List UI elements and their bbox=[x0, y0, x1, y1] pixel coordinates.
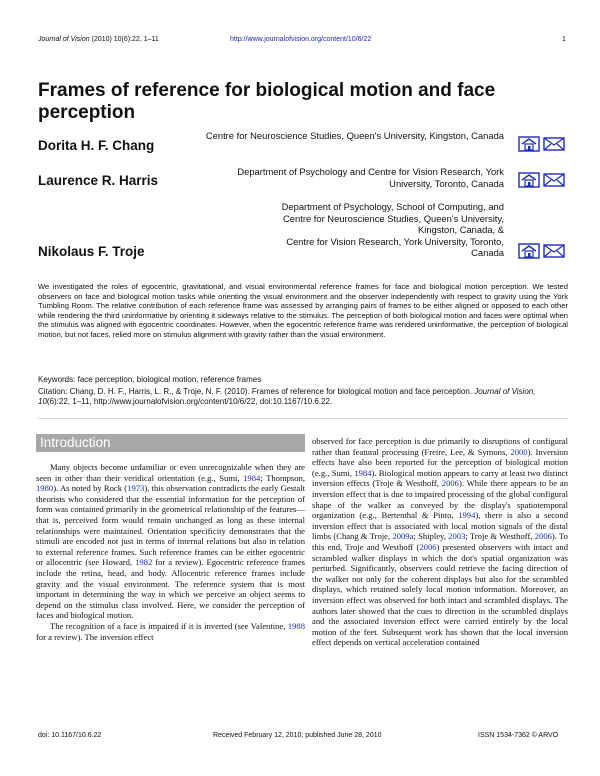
reference-link[interactable]: 1988 bbox=[287, 620, 305, 631]
reference-link[interactable]: 2006 bbox=[534, 531, 552, 542]
author-icons bbox=[518, 136, 566, 152]
footer-received: Received February 12, 2010; published June 28, 2010 bbox=[213, 732, 382, 739]
author-affiliation: Department of Psychology, School of Computing, and Centre for Neuroscience Studies, Queen's University, Kingston, Canada, & Centre for Vision Research, York University, Toronto, Canada bbox=[281, 201, 504, 259]
footer-doi: doi: 10.1167/10.6.22 bbox=[38, 732, 102, 739]
author-name: Laurence R. Harris bbox=[38, 173, 159, 188]
divider bbox=[38, 418, 568, 419]
page-number: 1 bbox=[562, 36, 566, 43]
header-url-link[interactable]: http://www.journalofvision.org/content/10/6/22 bbox=[230, 36, 372, 43]
paragraph: The recognition of a face is impaired if it is inverted (see Valentine, 1988 for a review). The inversion effect bbox=[36, 620, 305, 642]
article-title: Frames of reference for biological motion and face perception bbox=[38, 80, 496, 123]
reference-link[interactable]: 1984 bbox=[243, 472, 261, 483]
keywords: Keywords: face perception, biological motion, reference frames bbox=[38, 375, 262, 384]
body-column-left bbox=[36, 462, 305, 642]
author-icons bbox=[518, 243, 566, 259]
footer-issn: ISSN 1534-7362 © ARVO bbox=[478, 732, 559, 739]
reference-link[interactable]: 2003 bbox=[448, 531, 466, 542]
reference-link[interactable]: 2006 bbox=[419, 541, 437, 552]
mail-icon[interactable] bbox=[544, 174, 564, 186]
mail-icon[interactable] bbox=[544, 138, 564, 150]
section-heading: Introduction bbox=[36, 434, 305, 452]
author-name: Nikolaus F. Troje bbox=[38, 244, 145, 259]
home-icon[interactable] bbox=[519, 244, 539, 258]
reference-link[interactable]: 1982 bbox=[135, 557, 153, 568]
citation: Citation: Chang, D. H. F., Harris, L. R., & Troje, N. F. (2010). Frames of reference for biological motion and face perception. Journal of Vision, 10(6):22, 1–11, http://www.journalofvision.org/content/10/6/22, doi:10.1167/10.6.22. bbox=[38, 387, 536, 406]
home-icon[interactable] bbox=[519, 137, 539, 151]
author-name: Dorita H. F. Chang bbox=[38, 138, 155, 153]
reference-link[interactable]: 2000 bbox=[510, 446, 528, 457]
paragraph: observed for face perception is due primarily to disruptions of configural rather than featural processing (Freire, Lee, & Symons, 2000). Inversion effects have also been reported for the perception of biological motion (e.g., Sumi, 1984). Biological motion appears to carry at least two distinct inversion effects (Troje & Westhoff, 2006). While there appears to be an inversion effect that is due to impaired processing of the global configural shape of the walker as conveyed by the display's spatiotemporal organization (e.g., Bertenthal & Pinto, 1994), there is also a second inversion effect that is associated with local motion signals of the distal limbs (Chang & Troje, 2009a; Shipley, 2003; Troje & Westhoff, 2006). To this end, Troje and Westhoff (2006) presented observers with intact and scrambled walker displays in which the dot's spatial organization was perturbed. Significantly, observers could retrieve the facing direction of the walker not only for the coherent displays but also for the scrambled displays, which retained solely local motion information. Moreover, an inversion effect was observed for both intact and scrambled displays. The authors later showed that the cues to direction in the scrambled displays and the associated inversion effect were carried entirely by the local motion of the feet. Subsequent work has shown that the local inversion effect depends on vertical acceleration contained bbox=[312, 436, 569, 648]
reference-link[interactable]: 1980 bbox=[36, 483, 54, 494]
mail-icon[interactable] bbox=[544, 245, 564, 257]
author-icons bbox=[518, 172, 566, 188]
author-affiliation: Department of Psychology and Centre for Vision Research, York University, Toronto, Canada bbox=[237, 166, 504, 189]
home-icon[interactable] bbox=[519, 173, 539, 187]
running-header-citation: Journal of Vision (2010) 10(6):22, 1–11 bbox=[38, 36, 159, 43]
author-affiliation: Centre for Neuroscience Studies, Queen's University, Kingston, Canada bbox=[205, 130, 504, 141]
paragraph: Many objects become unfamiliar or even unrecognizable when they are seen in other than their veridical orientation (e.g., Sumi, 1984; Thompson, 1980). As noted by Rock (1973), this observation contradicts the early Gestalt theorists who considered that the essential information for the perception of form was contained primarily in the geometrical relationship of the features—that is, perceived form would remain unchanged as long as these internal relationships were maintained. Orientation specificity demonstrates that the stimuli are encoded not just in terms of internal relations but also in relation to external reference frames. Such reference frames can be either egocentric or allocentric (see Howard, 1982 for a review). Egocentric reference frames include the retina, head, and body. Allocentric reference frames include gravity and the visual environment. The reference system that is most important in determining the way in which we perceive an object seems to depend on the stimulus class involved. Here, we consider the perception of faces and biological motion. bbox=[36, 462, 306, 621]
reference-link[interactable]: 1994 bbox=[458, 510, 476, 521]
reference-link[interactable]: 1973 bbox=[127, 483, 145, 494]
reference-link[interactable]: 1984 bbox=[354, 467, 372, 478]
abstract: We investigated the roles of egocentric, gravitational, and visual environmental reference frames for face and biological motion perception. We tested observers on face and biological motion tasks while orienting the visual environment and the observer independently with respect to gravity using the York Tumbling Room. The relative contribution of each reference frame was assessed by arranging pairs of frames to be either aligned or opposed to each other while rendering the third uninformative by orienting it sideways relative to the stimulus. The perception of both biological motion and faces were optimal when the stimulus was aligned with egocentric coordinates. However, when the egocentric reference frame was rendered uninformative, the perception of biological motion, but not faces, relied more on stimulus alignment with gravity rather than the visual environment. bbox=[38, 282, 568, 339]
reference-link[interactable]: 2006 bbox=[441, 478, 459, 489]
body-column-right bbox=[312, 436, 568, 648]
reference-link[interactable]: 2009a bbox=[392, 531, 414, 542]
